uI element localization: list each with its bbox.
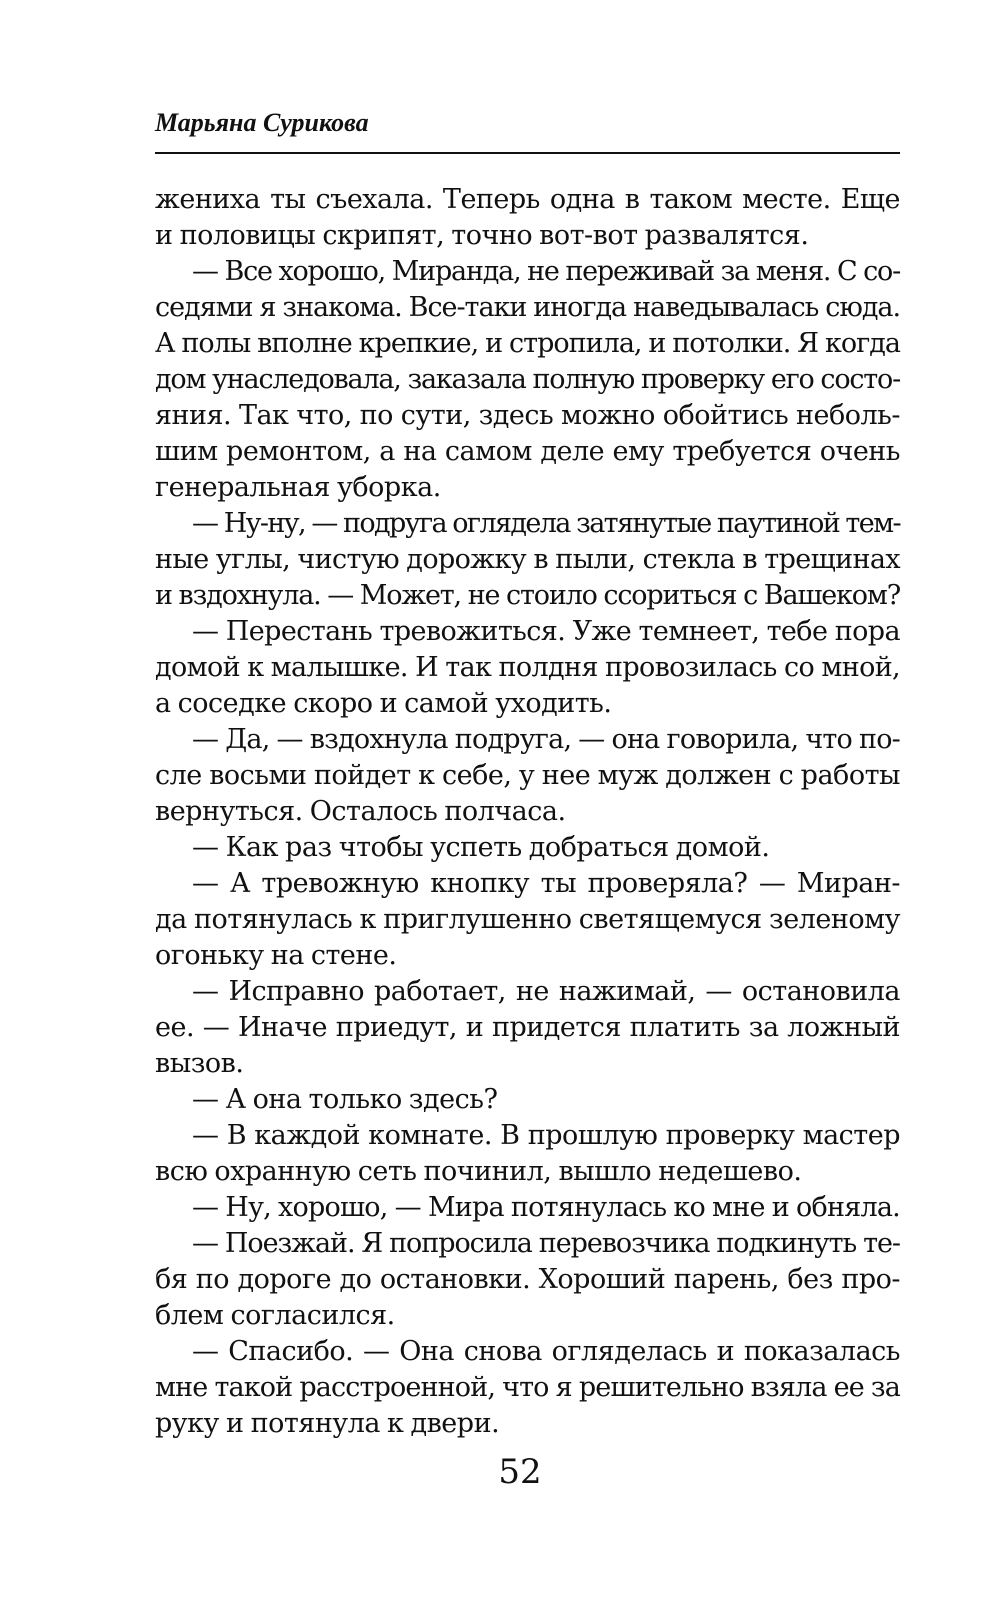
text-line: — Как раз чтобы успеть добраться домой. (192, 832, 770, 863)
text-line: А полы вполне крепкие, и стропила, и потолки. Я когда (155, 328, 900, 359)
text-line: сле восьми пойдет к себе, у нее муж должен с работы (155, 760, 900, 791)
text-line: жениха ты съехала. Теперь одна в таком месте. Еще (155, 184, 900, 215)
text-line: а соседке скоро и самой уходить. (155, 688, 612, 719)
text-line: мне такой расстроенной, что я решительно взяла ее за (155, 1372, 900, 1403)
text-line: домой к малышке. И так полдня провозилась со мной, (155, 652, 900, 683)
text-line: — Ну, хорошо, — Мира потянулась ко мне и обняла. (192, 1192, 900, 1223)
text-line: и вздохнула. — Может, не стоило ссориться с Вашеком? (155, 580, 900, 611)
text-line: — Перестань тревожиться. Уже темнеет, тебе пора (192, 616, 900, 647)
text-line: всю охранную сеть починил, вышло недешево. (155, 1156, 802, 1187)
text-line: вернуться. Осталось полчаса. (155, 796, 566, 827)
text-line: вызов. (155, 1048, 244, 1079)
text-line: огоньку на стене. (155, 940, 397, 971)
text-line: седями я знакома. Все-таки иногда наведывалась сюда. (155, 292, 900, 323)
text-line: — Ну-ну, — подруга оглядела затянутые паутиной тем- (192, 508, 900, 539)
text-line: — А тревожную кнопку ты проверяла? — Миран- (192, 868, 900, 899)
page-body-text (155, 182, 900, 1442)
text-line: блем согласился. (155, 1300, 395, 1331)
text-line: яния. Так что, по сути, здесь можно обойтись неболь- (155, 400, 900, 431)
text-line: — Поезжай. Я попросила перевозчика подкинуть те- (192, 1228, 900, 1259)
text-line: — Все хорошо, Миранда, не переживай за меня. С со- (192, 256, 900, 287)
text-line: ее. — Иначе приедут, и придется платить за ложный (155, 1012, 900, 1043)
text-line: бя по дороге до остановки. Хороший парень, без про- (155, 1264, 900, 1295)
page-number: 52 (498, 1452, 542, 1492)
text-line: шим ремонтом, а на самом деле ему требуется очень (155, 436, 900, 467)
text-line: и половицы скрипят, точно вот-вот развалятся. (155, 220, 809, 251)
text-line: — А она только здесь? (192, 1084, 498, 1115)
header-rule (155, 152, 900, 154)
text-line: — Да, — вздохнула подруга, — она говорила, что по- (192, 724, 900, 755)
text-line: — Исправно работает, не нажимай, — остановила (192, 976, 900, 1007)
text-line: — В каждой комнате. В прошлую проверку мастер (192, 1120, 900, 1151)
running-header-author: Марьяна Сурикова (155, 108, 369, 137)
text-line: дом унаследовала, заказала полную проверку его состо- (155, 364, 900, 395)
text-line: руку и потянула к двери. (155, 1408, 500, 1439)
text-line: ные углы, чистую дорожку в пыли, стекла в трещинах (155, 544, 900, 575)
text-line: да потянулась к приглушенно светящемуся зеленому (155, 904, 900, 935)
text-line: генеральная уборка. (155, 472, 441, 503)
text-line: — Спасибо. — Она снова огляделась и показалась (192, 1336, 900, 1367)
